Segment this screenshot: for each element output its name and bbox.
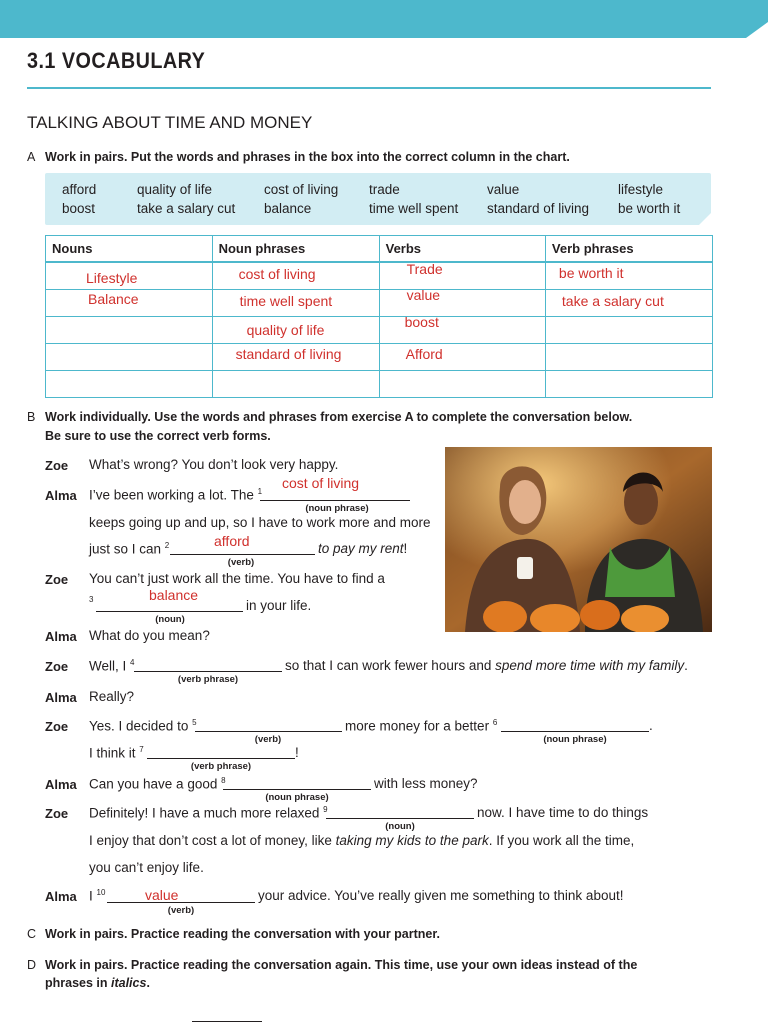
line-text: I think it (89, 745, 140, 761)
chart-row (46, 262, 713, 290)
exercise-letter: B (27, 410, 36, 424)
chart-header-cell: Noun phrases (212, 236, 379, 263)
speaker-label: Alma (45, 488, 77, 503)
instruction-text: Work in pairs. Put the words and phrases in the box into the correct column in the chart. (45, 150, 570, 164)
italic-phrase: italics (111, 976, 147, 990)
answer-blank[interactable] (223, 789, 371, 790)
answer-blank[interactable] (260, 500, 410, 501)
word-item: balance (264, 201, 312, 216)
italic-phrase: to pay my rent (318, 541, 404, 556)
conversation-line (89, 776, 226, 792)
word-item: quality of life (137, 182, 213, 197)
gap-number: 8 (221, 776, 226, 785)
conversation-line (89, 487, 262, 503)
answer-blank[interactable] (326, 818, 474, 819)
blank-caption: (verb) (167, 905, 195, 916)
chart-cell[interactable] (379, 262, 545, 290)
conversation-line (89, 718, 197, 734)
conversation-line: What do you mean? (89, 628, 210, 643)
word-box (45, 173, 711, 225)
line-text: ! (403, 541, 408, 556)
line-text: . (684, 658, 688, 673)
conversation-line: you can’t enjoy life. (89, 860, 204, 875)
line-text: I’ve been working a lot. The (89, 487, 258, 503)
chart-row (46, 344, 713, 371)
chart-cell[interactable] (46, 371, 213, 398)
line-text: Yes. I decided to (89, 718, 193, 734)
instruction-part: phrases in (45, 976, 111, 990)
word-box-corner (699, 213, 711, 225)
handwritten-answer: cost of living (238, 266, 316, 282)
chart-cell[interactable] (545, 344, 712, 371)
chart-row (46, 317, 713, 344)
instruction-text: Work in pairs. Practice reading the conversation again. This time, use your own ideas instead of the (45, 958, 638, 972)
footer-rule (192, 1021, 262, 1022)
conversation-line (89, 658, 134, 674)
word-item: afford (62, 182, 97, 197)
blank-caption: (noun phrase) (265, 792, 329, 803)
instruction-part: . (146, 976, 150, 990)
gap-number: 10 (96, 888, 106, 897)
conversation-line: . (649, 718, 653, 733)
header-notch (746, 22, 768, 38)
conversation-line: ! (295, 745, 299, 760)
gap-number: 7 (139, 745, 144, 754)
conversation-line (318, 541, 407, 556)
conversation-line (89, 805, 328, 821)
chart-cell[interactable] (379, 371, 545, 398)
instruction-text: Work individually. Use the words and phrases from exercise A to complete the conversation below. (45, 410, 633, 424)
line-text: Can you have a good (89, 776, 222, 792)
two-women-talking-photo (445, 447, 712, 632)
chart-cell[interactable] (46, 262, 213, 290)
chart-cell[interactable] (379, 287, 545, 317)
chart-cell[interactable] (46, 317, 213, 344)
word-item: time well spent (369, 201, 459, 216)
blank-caption: (verb phrase) (177, 674, 239, 685)
conversation-line: You can’t just work all the time. You have to find a (89, 571, 385, 586)
conversation-line (89, 833, 634, 848)
gap-number: 3 (89, 595, 94, 604)
answer-blank[interactable] (170, 554, 315, 555)
exercise-letter: A (27, 150, 36, 164)
answer-blank[interactable] (501, 731, 649, 732)
unit-title: 3.1 VOCABULARY (27, 48, 206, 73)
conversation-line: your advice. You’ve really given me something to think about! (258, 888, 624, 903)
word-item: boost (62, 201, 96, 216)
gap-number: 4 (130, 658, 135, 667)
handwritten-answer: time well spent (239, 293, 333, 309)
chart-row (46, 290, 713, 317)
conversation-line (89, 541, 169, 557)
chart-cell[interactable] (46, 290, 213, 317)
chart-cell[interactable] (545, 262, 712, 290)
conversation-line: now. I have time to do things (477, 805, 649, 820)
line-text: . If you work all the time, (488, 833, 635, 848)
speaker-label: Alma (45, 889, 77, 904)
blank-caption: (noun phrase) (305, 503, 369, 514)
chart-cell[interactable] (212, 371, 379, 398)
answer-blank[interactable] (134, 671, 282, 672)
chart-cell[interactable] (545, 317, 712, 344)
chart-cell[interactable] (379, 314, 545, 344)
blank-caption: (verb) (254, 734, 282, 745)
handwritten-answer: Trade (406, 261, 443, 277)
conversation-line (89, 595, 93, 611)
handwritten-answer: Afford (405, 346, 443, 362)
speaker-label: Zoe (45, 572, 69, 587)
line-text: so that I can work fewer hours and (285, 658, 496, 673)
chart-cell[interactable] (46, 344, 213, 371)
gap-number: 9 (323, 805, 328, 814)
speaker-label: Alma (45, 777, 77, 792)
speaker-label: Zoe (45, 458, 69, 473)
photo-illustration (445, 447, 712, 632)
speaker-label: Alma (45, 690, 77, 705)
word-item: trade (369, 182, 400, 197)
word-item: take a salary cut (137, 201, 236, 216)
handwritten-answer: take a salary cut (561, 293, 664, 309)
instruction-text (45, 976, 150, 990)
chart-cell[interactable] (212, 317, 379, 344)
handwritten-answer: cost of living (282, 475, 360, 491)
handwritten-answer: quality of life (246, 322, 325, 338)
chart-cell[interactable] (212, 344, 379, 371)
speaker-label: Alma (45, 629, 77, 644)
line-text: I (89, 888, 97, 904)
gap-number: 5 (192, 718, 197, 727)
chart-cell[interactable] (545, 371, 712, 398)
section-subtitle: TALKING ABOUT TIME AND MONEY (27, 113, 313, 132)
handwritten-answer: be worth it (558, 265, 624, 281)
line-text: Well, I (89, 658, 131, 674)
handwritten-answer: Lifestyle (86, 270, 138, 286)
handwritten-answer: boost (404, 314, 439, 330)
line-text: more money for a better (345, 718, 493, 734)
answer-blank[interactable] (96, 611, 243, 612)
vocabulary-chart (45, 235, 713, 398)
speaker-label: Zoe (45, 719, 69, 734)
blank-caption: (noun) (385, 821, 415, 832)
handwritten-answer: balance (149, 587, 199, 603)
chart-header-cell: Verbs (379, 236, 545, 263)
italic-phrase: spend more time with my family (495, 658, 685, 673)
handwritten-answer: value (406, 287, 441, 303)
speaker-label: Zoe (45, 806, 69, 821)
conversation-line: What’s wrong? You don’t look very happy. (89, 457, 339, 472)
instruction-text: Work in pairs. Practice reading the conversation with your partner. (45, 927, 441, 941)
title-rule (27, 87, 711, 89)
chart-row (46, 371, 713, 398)
blank-caption: (verb phrase) (190, 761, 252, 772)
answer-blank[interactable] (107, 902, 255, 903)
answer-blank[interactable] (147, 758, 295, 759)
chart-header-cell: Verb phrases (545, 236, 712, 263)
chart-cell[interactable] (379, 344, 545, 371)
gap-number: 2 (164, 541, 170, 550)
chart-header-cell: Nouns (46, 236, 213, 263)
instruction-text: Be sure to use the correct verb forms. (45, 429, 271, 443)
chart-cell[interactable] (545, 290, 712, 317)
word-item: cost of living (264, 182, 339, 197)
gap-number: 6 (492, 718, 498, 727)
chart-header-row (46, 236, 713, 263)
italic-phrase: taking my kids to the park (335, 833, 489, 848)
conversation-line (345, 718, 497, 734)
conversation-line: in your life. (246, 598, 312, 613)
handwritten-answer: Balance (88, 291, 139, 307)
conversation-line (89, 888, 105, 904)
word-item: value (487, 182, 520, 197)
word-item: be worth it (618, 201, 681, 216)
conversation-line: with less money? (374, 776, 478, 791)
exercise-letter: C (27, 927, 37, 941)
conversation-line (89, 745, 144, 761)
chart-cell[interactable] (212, 262, 379, 290)
line-text: I enjoy that don’t cost a lot of money, like (89, 833, 336, 848)
chart-cell[interactable] (212, 290, 379, 317)
conversation-line: keeps going up and up, so I have to work more and more (89, 515, 431, 530)
handwritten-answer: afford (214, 533, 250, 549)
speaker-label: Zoe (45, 659, 69, 674)
blank-caption: (verb) (227, 557, 255, 568)
exercise-letter: D (27, 958, 37, 972)
handwritten-answer: standard of living (235, 346, 342, 362)
blank-caption: (noun) (155, 614, 185, 625)
gap-number: 1 (257, 487, 263, 496)
conversation-line (285, 658, 688, 673)
line-text: just so I can (89, 541, 165, 557)
word-item: standard of living (487, 201, 590, 216)
blank-caption: (noun phrase) (543, 734, 607, 745)
word-item: lifestyle (618, 182, 664, 197)
handwritten-answer: value (145, 887, 179, 903)
header-bar (0, 0, 768, 38)
conversation-line: Really? (89, 689, 135, 704)
answer-blank[interactable] (195, 731, 342, 732)
line-text: Definitely! I have a much more relaxed (89, 805, 324, 821)
